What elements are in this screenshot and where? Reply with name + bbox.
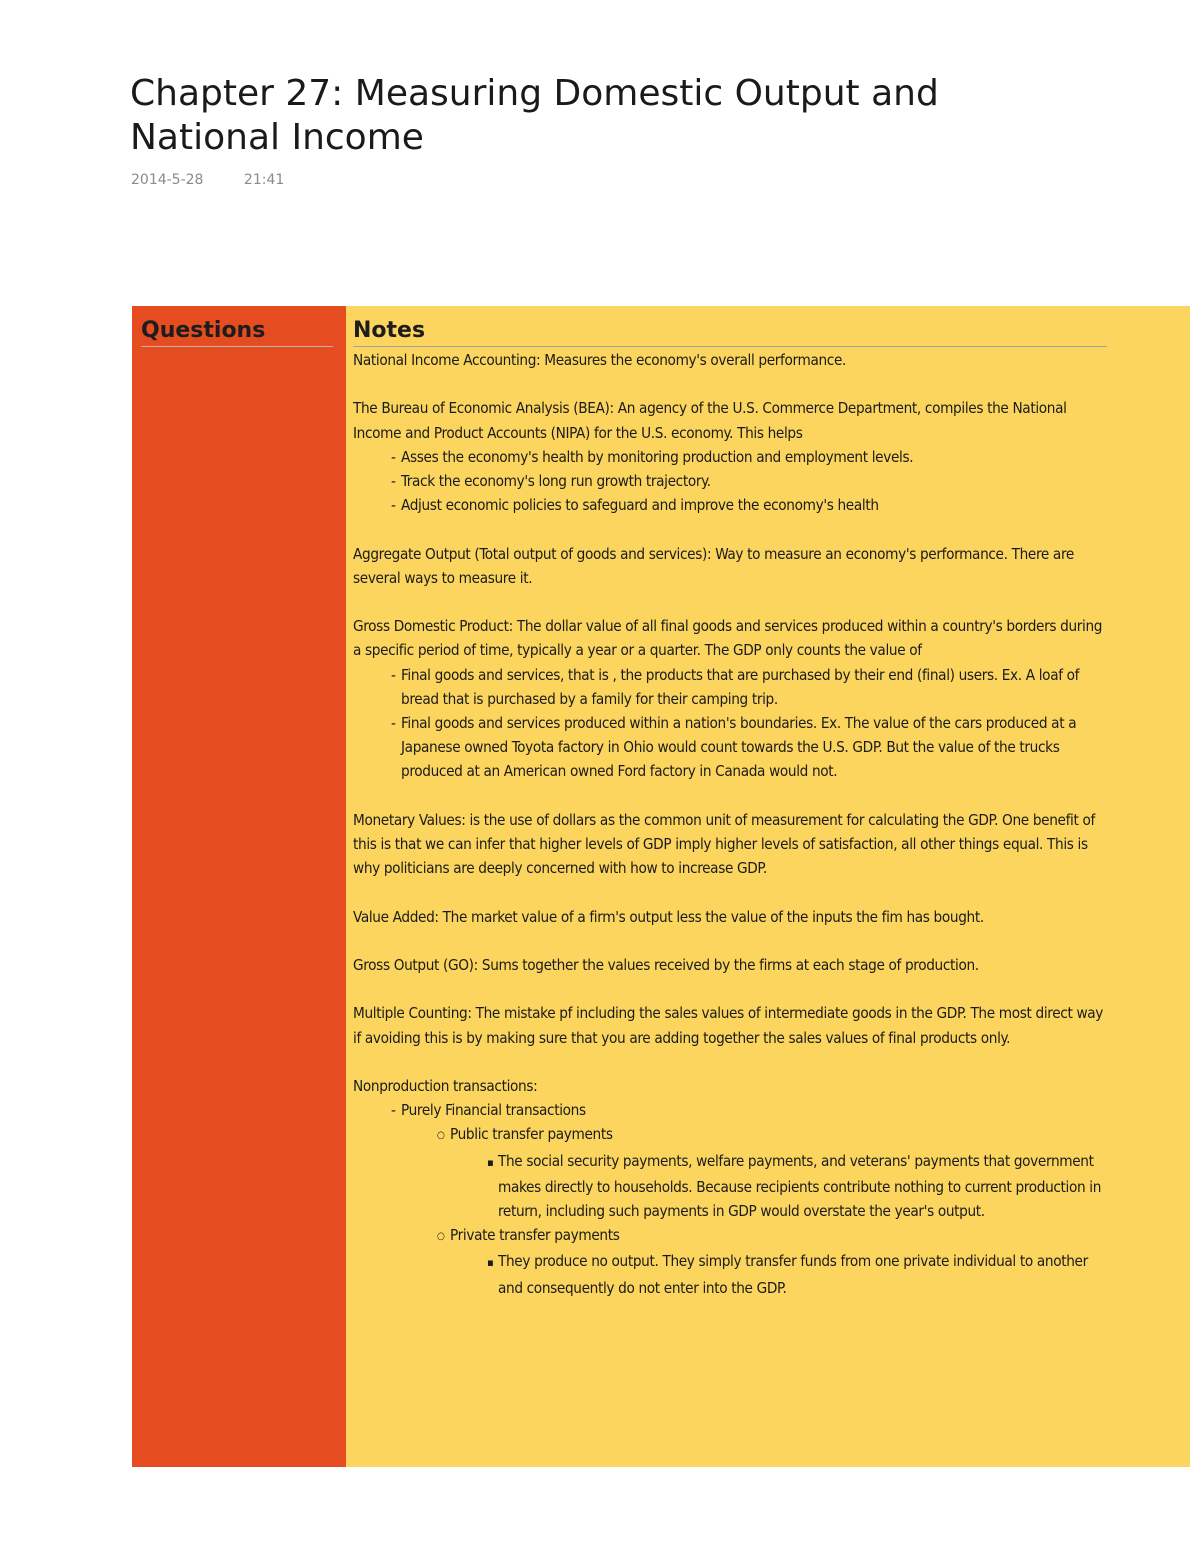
cornell-notes-table xyxy=(132,306,1190,1467)
note-bea-item: - Asses the economy's health by monitoring production and employment levels. xyxy=(353,445,1111,469)
note-private-transfer: ○ Private transfer payments xyxy=(353,1223,1111,1249)
page-title: Chapter 27: Measuring Domestic Output and National Income xyxy=(130,73,939,158)
note-public-transfer-detail: ▪ The social security payments, welfare payments, and veterans' payments that government makes directly to households. Because recipients contribute nothing to current production in return, including such payments in GDP would overstate the year's output. xyxy=(353,1149,1111,1224)
questions-header: Questions xyxy=(141,318,333,347)
note-aggregate-output: Aggregate Output (Total output of goods and services): Way to measure an economy's performance. There are several ways to measure it. xyxy=(353,544,1074,587)
note-monetary-values: Monetary Values: is the use of dollars as the common unit of measurement for calculating the GDP. One benefit of this is that we can infer that higher levels of GDP imply higher levels of satisfaction, all other things equal. This is why politicians are deeply concerned with how to increase GDP. xyxy=(353,810,1095,878)
note-bea-item: - Track the economy's long run growth trajectory. xyxy=(353,469,1111,493)
notes-column[interactable] xyxy=(346,306,1190,1467)
note-nonproduction: Nonproduction transactions: xyxy=(353,1076,538,1095)
page-time: 21:41 xyxy=(243,172,285,188)
questions-column[interactable] xyxy=(132,306,346,1467)
notes-header: Notes xyxy=(353,318,1107,347)
note-gross-output: Gross Output (GO): Sums together the values received by the firms at each stage of production. xyxy=(353,955,979,974)
note-gdp-item: - Final goods and services, that is , the products that are purchased by their end (final) users. Ex. A loaf of bread that is purchased by a family for their camping trip. xyxy=(353,663,1111,711)
note-gdp-item: - Final goods and services produced within a nation's boundaries. Ex. The value of the cars produced at a Japanese owned Toyota factory in Ohio would count towards the U.S. GDP. But the value of the trucks produced at an American owned Ford factory in Canada would not. xyxy=(353,711,1111,784)
note-bea-item: - Adjust economic policies to safeguard and improve the economy's health xyxy=(353,493,1111,517)
note-bea: The Bureau of Economic Analysis (BEA): An agency of the U.S. Commerce Department, compiles the National Income and Product Accounts (NIPA) for the U.S. economy. This helps xyxy=(353,399,1067,442)
note-financial-transactions: - Purely Financial transactions xyxy=(353,1098,1111,1122)
note-national-income-accounting: National Income Accounting: Measures the economy's overall performance. xyxy=(353,351,847,369)
note-multiple-counting: Multiple Counting: The mistake pf including the sales values of intermediate goods in the GDP. The most direct way if avoiding this is by making sure that you are adding together the sales values of final products only. xyxy=(353,1004,1104,1047)
notes-body[interactable] xyxy=(353,348,1111,1300)
note-private-transfer-detail: ▪ They produce no output. They simply transfer funds from one private individual to another and consequently do not enter into the GDP. xyxy=(353,1249,1111,1299)
note-value-added: Value Added: The market value of a firm's output less the value of the inputs the fim has bought. xyxy=(353,907,984,926)
page-date: 2014-5-28 xyxy=(131,172,204,188)
note-public-transfer: ○ Public transfer payments xyxy=(353,1122,1111,1148)
page-timestamp xyxy=(131,172,284,188)
note-gdp: Gross Domestic Product: The dollar value of all final goods and services produced within a country's borders during a specific period of time, typically a year or a quarter. The GDP only counts the value of xyxy=(353,617,1103,660)
